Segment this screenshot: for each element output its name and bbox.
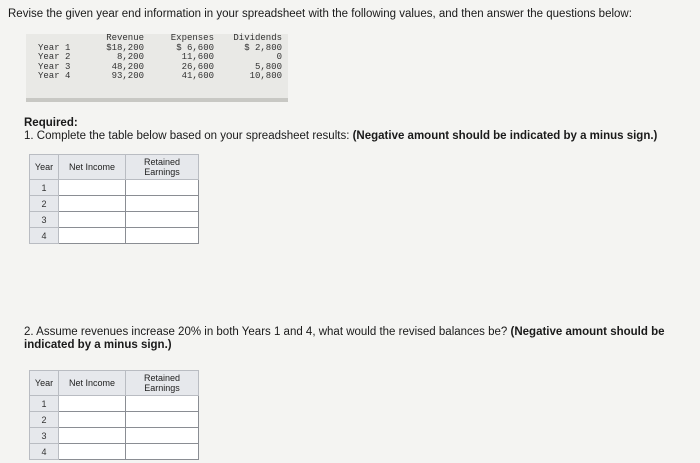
year-cell: 2 bbox=[30, 412, 59, 428]
given-cell: 48,200 bbox=[111, 61, 144, 72]
answer-table-2 bbox=[29, 370, 199, 460]
net-income-input[interactable] bbox=[59, 412, 126, 428]
question-1 bbox=[24, 130, 657, 143]
answer-table-header bbox=[30, 371, 199, 396]
net-income-input[interactable] bbox=[59, 396, 126, 412]
given-cell: Year 2 bbox=[38, 52, 71, 62]
year-cell: 3 bbox=[30, 428, 59, 444]
given-cell: 26,600 bbox=[181, 61, 214, 72]
year-cell: 4 bbox=[30, 228, 59, 244]
retained-earnings-input[interactable] bbox=[126, 180, 199, 196]
retained-earnings-input[interactable] bbox=[126, 196, 199, 212]
retained-earnings-input[interactable] bbox=[126, 428, 199, 444]
retained-earnings-input[interactable] bbox=[126, 212, 199, 228]
given-cell: 8,200 bbox=[116, 52, 144, 62]
instructions-text: Revise the given year end information in your spreadsheet with the following values, and then answer the questions below: bbox=[8, 8, 632, 20]
net-income-input[interactable] bbox=[59, 180, 126, 196]
given-cell: $ 6,600 bbox=[176, 42, 214, 53]
net-income-input[interactable] bbox=[59, 196, 126, 212]
question-1-text: 1. Complete the table below based on your spreadsheet results: bbox=[24, 129, 353, 142]
answer-table-1 bbox=[29, 154, 199, 244]
table-row bbox=[30, 444, 199, 460]
given-header: Expenses bbox=[170, 33, 214, 43]
required-section bbox=[24, 117, 657, 142]
retained-earnings-input[interactable] bbox=[126, 396, 199, 412]
year-cell: 4 bbox=[30, 444, 59, 460]
year-cell: 1 bbox=[30, 396, 59, 412]
table-row bbox=[30, 196, 199, 212]
table-row bbox=[30, 428, 199, 444]
header-retained-earnings: Retained Earnings bbox=[126, 371, 199, 396]
given-cell: 5,800 bbox=[254, 61, 282, 72]
given-row bbox=[26, 72, 282, 82]
year-cell: 3 bbox=[30, 212, 59, 228]
net-income-input[interactable] bbox=[59, 212, 126, 228]
header-retained-earnings: Retained Earnings bbox=[126, 155, 199, 180]
given-cell: $18,200 bbox=[106, 42, 144, 53]
question-2-note: (Negative amount should be indicated by a minus sign.) bbox=[24, 326, 665, 351]
question-1-note: (Negative amount should be indicated by a minus sign.) bbox=[352, 129, 658, 142]
table-row bbox=[30, 228, 199, 244]
required-label: Required: bbox=[24, 117, 78, 129]
given-cell: Year 1 bbox=[38, 42, 71, 53]
answer-table-header bbox=[30, 155, 199, 180]
retained-earnings-input[interactable] bbox=[126, 444, 199, 460]
given-cell: 93,200 bbox=[111, 71, 144, 81]
net-income-input[interactable] bbox=[59, 444, 126, 460]
header-year: Year bbox=[30, 371, 59, 396]
given-cell: Year 3 bbox=[38, 61, 71, 72]
table-row bbox=[30, 396, 199, 412]
given-data-image bbox=[26, 34, 288, 102]
table-row bbox=[30, 212, 199, 228]
given-cell: $ 2,800 bbox=[244, 42, 282, 53]
table-row bbox=[30, 412, 199, 428]
retained-earnings-input[interactable] bbox=[126, 228, 199, 244]
given-header: Revenue bbox=[106, 33, 144, 43]
given-cell: 41,600 bbox=[181, 71, 214, 81]
given-cell: 11,600 bbox=[181, 52, 214, 62]
given-cell: 0 bbox=[276, 52, 282, 62]
given-cell: 10,800 bbox=[249, 71, 282, 81]
table-row bbox=[30, 180, 199, 196]
header-net-income: Net Income bbox=[59, 371, 126, 396]
given-header: Dividends bbox=[233, 33, 282, 43]
year-cell: 2 bbox=[30, 196, 59, 212]
question-2 bbox=[24, 326, 674, 351]
retained-earnings-input[interactable] bbox=[126, 412, 199, 428]
given-cell: Year 4 bbox=[38, 71, 71, 81]
header-net-income: Net Income bbox=[59, 155, 126, 180]
question-2-text: 2. Assume revenues increase 20% in both Years 1 and 4, what would the revised balances be? bbox=[24, 326, 511, 338]
header-year: Year bbox=[30, 155, 59, 180]
year-cell: 1 bbox=[30, 180, 59, 196]
given-data-table bbox=[26, 34, 282, 82]
net-income-input[interactable] bbox=[59, 428, 126, 444]
net-income-input[interactable] bbox=[59, 228, 126, 244]
